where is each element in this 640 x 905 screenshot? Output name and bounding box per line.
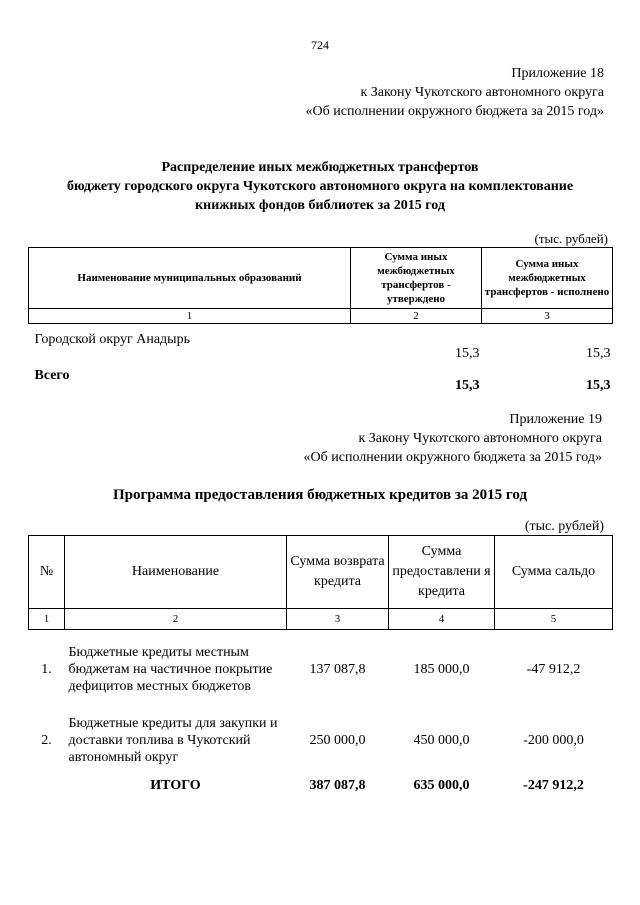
row-return: 250 000,0 — [309, 733, 366, 748]
appendix-19-law-title: «Об исполнении окружного бюджета за 2015 год» — [303, 450, 602, 465]
column-number: 1 — [29, 309, 351, 324]
header-provision: Сумма предоставлени я кредита — [389, 536, 495, 609]
table-row — [29, 710, 613, 772]
section-1-title-line-3: книжных фондов библиотек за 2015 год — [195, 198, 445, 213]
appendix-19-law: к Закону Чукотского автономного округа — [358, 431, 602, 446]
column-number: 4 — [389, 609, 495, 630]
row-name: Городской округ Анадырь — [34, 332, 190, 347]
header-balance: Сумма сальдо — [495, 536, 613, 609]
total-provision: 635 000,0 — [413, 777, 470, 793]
row-name: Бюджетные кредиты местным бюджетам на частичное покрытие дефицитов местных бюджетов — [68, 645, 273, 695]
header-num: № — [29, 536, 65, 609]
total-return: 387 087,8 — [309, 777, 366, 793]
row-num: 2. — [41, 733, 52, 748]
transfers-table — [28, 247, 613, 394]
row-return: 137 087,8 — [309, 662, 366, 678]
column-number-row — [29, 609, 613, 630]
row-provision: 450 000,0 — [413, 733, 470, 748]
column-number: 5 — [495, 609, 613, 630]
total-label: ИТОГО — [150, 777, 201, 793]
appendix-19-header — [304, 410, 602, 467]
column-number: 3 — [482, 309, 613, 324]
total-empty — [29, 772, 65, 800]
table-row — [29, 630, 613, 710]
section-1-units: (тыс. рублей) — [534, 231, 608, 246]
credits-table — [28, 535, 613, 800]
column-number: 2 — [65, 609, 287, 630]
appendix-19-label: Приложение 19 — [509, 412, 602, 427]
header-name: Наименование — [65, 536, 287, 609]
appendix-18-law: к Закону Чукотского автономного округа — [360, 85, 604, 100]
table-row — [29, 324, 613, 363]
table-header-row — [29, 536, 613, 609]
total-executed: 15,3 — [586, 378, 611, 393]
row-balance: -200 000,0 — [523, 733, 584, 748]
section-2-title: Программа предоставления бюджетных кредитов за 2015 год — [112, 487, 528, 503]
row-approved: 15,3 — [455, 346, 480, 361]
appendix-18-label: Приложение 18 — [511, 66, 604, 81]
row-num: 1. — [41, 662, 52, 678]
header-approved: Сумма иных межбюджетных трансфертов - утверждено — [351, 248, 482, 309]
total-approved: 15,3 — [455, 378, 480, 393]
total-row — [29, 362, 613, 394]
total-balance: -247 912,2 — [523, 777, 584, 793]
section-1-title-line-2: бюджету городского округа Чукотского автономного округа на комплектование — [66, 179, 574, 194]
row-executed: 15,3 — [586, 346, 611, 361]
column-number: 3 — [287, 609, 389, 630]
page-number: 724 — [311, 38, 329, 52]
section-1-title — [0, 158, 640, 215]
total-row — [29, 772, 613, 800]
appendix-18-law-title: «Об исполнении окружного бюджета за 2015 год» — [305, 104, 604, 119]
total-label: Всего — [34, 368, 70, 383]
column-number: 2 — [351, 309, 482, 324]
header-return: Сумма возврата кредита — [287, 536, 389, 609]
section-1-title-line-1: Распределение иных межбюджетных трансфертов — [161, 160, 479, 175]
column-number: 1 — [29, 609, 65, 630]
section-2-units: (тыс. рублей) — [524, 519, 604, 534]
row-provision: 185 000,0 — [413, 662, 470, 678]
header-executed: Сумма иных межбюджетных трансфертов - исполнено — [482, 248, 613, 309]
row-name: Бюджетные кредиты для закупки и доставки топлива в Чукотский автономный округ — [68, 716, 278, 765]
appendix-18-header — [306, 64, 604, 121]
table-header-row — [29, 248, 613, 309]
row-balance: -47 912,2 — [526, 662, 581, 678]
column-number-row — [29, 309, 613, 324]
header-name: Наименование муниципальных образований — [29, 248, 351, 309]
